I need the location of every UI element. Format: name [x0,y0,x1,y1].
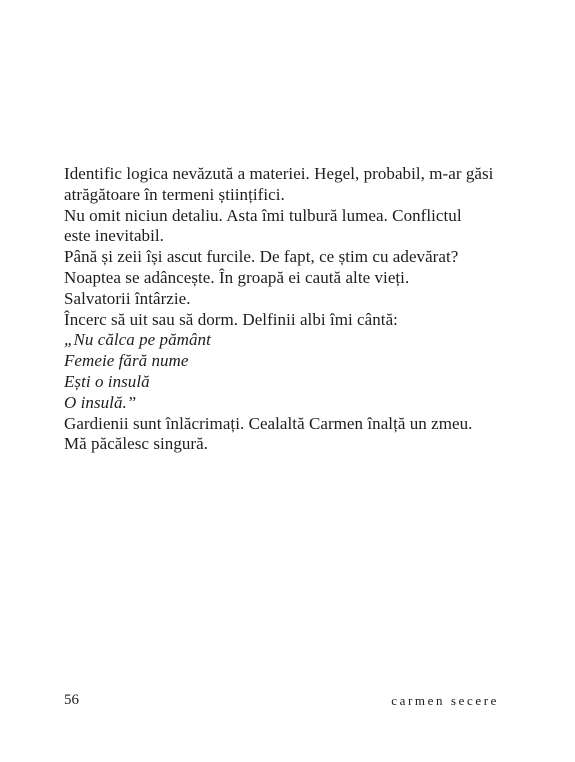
running-footer-author: carmen secere [391,693,499,708]
poem-line: atrăgătoare în termeni științifici. [64,184,285,204]
poem-line: Identific logica nevăzută a materiei. Hegel, probabil, m-ar găsi [64,164,494,183]
poem-line-italic: „Nu călca pe pământ [64,330,211,350]
poem-line: este inevitabil. [64,226,164,246]
poem-body [64,164,514,455]
poem-line: Mă păcălesc singură. [64,434,209,454]
poem-line-italic: Ești o insulă [64,371,150,391]
poem-line-italic: O insulă.” [64,392,137,412]
poem-line: Gardienii sunt înlăcrimați. Cealaltă Carmen înalță un zmeu. [64,413,473,433]
page-number: 56 [64,692,79,708]
poem-line: Până și zeii își ascut furcile. De fapt, ce știm cu adevărat? [64,247,459,267]
poem-line-italic: Femeie fără nume [64,351,189,371]
poem-line: Nu omit niciun detaliu. Asta îmi tulbură lumea. Conflictul [64,205,462,225]
poem-line: Încerc să uit sau să dorm. Delfinii albi îmi cântă: [64,309,398,329]
poem-line: Noaptea se adâncește. În groapă ei caută alte vieți. [64,267,410,287]
poem-line: Salvatorii întârzie. [64,288,191,308]
